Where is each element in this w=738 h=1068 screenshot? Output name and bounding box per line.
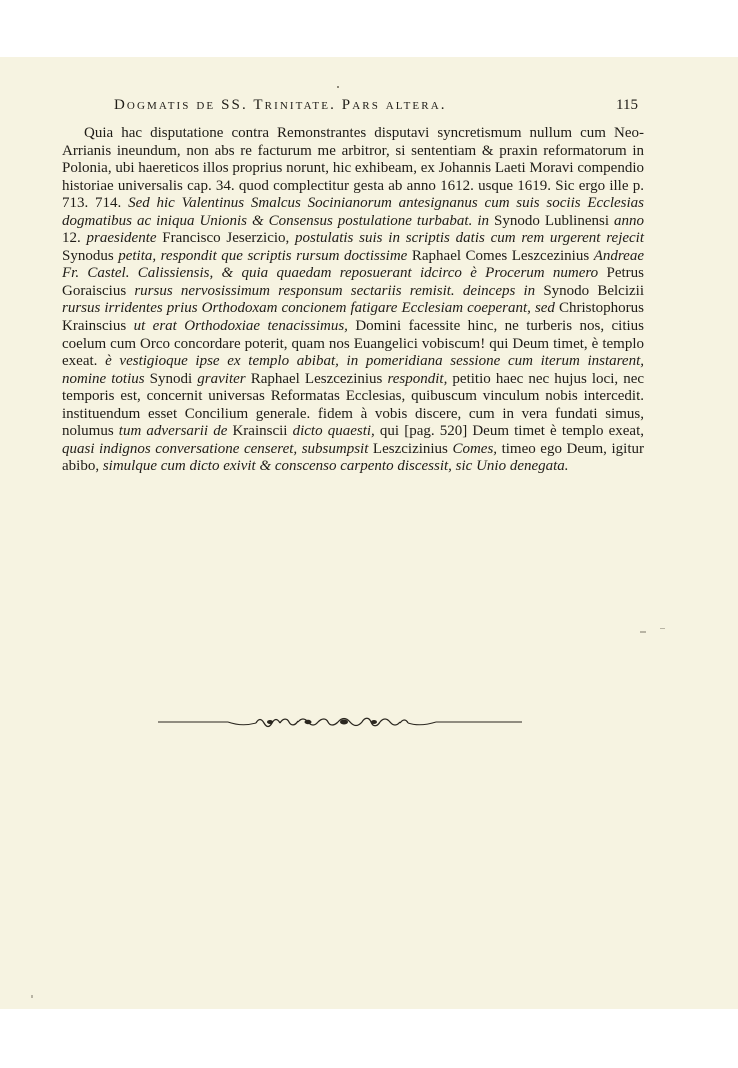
roman-run: Raphael Comes Leszcezinius: [407, 247, 594, 264]
roman-run: Christophorus Krainscius: [62, 300, 644, 335]
italic-run: è vestigioque ipse ex templo abibat, in pomeridiana sessione cum iterum instarent, nomine totius: [62, 353, 644, 387]
italic-run: postulatis suis in scriptis datis cum rem urgerent rejecit: [295, 230, 645, 247]
roman-run: Synodi: [144, 370, 198, 387]
italic-run: anno: [613, 212, 644, 229]
roman-run: Francisco Jeserzicio,: [156, 230, 296, 247]
italic-run: respondit,: [387, 370, 448, 387]
roman-run: Raphael Leszcezinius: [245, 370, 388, 387]
italic-run: Andreae Fr. Castel. Calissiensis, & quia quaedam reposuerant idcirco è Procerum numero: [62, 247, 644, 282]
roman-run: Synodo Belcizii: [535, 282, 644, 299]
roman-run: 12.: [62, 230, 87, 247]
roman-run: petitio haec nec hujus loci, nec temporis est, concernit universas Reformatas Ecclesias, quibuscum vinculum nobis intercedit. instituendum esset Concilium generale. fidem à vobis discere, cum in vera fundati simus, nolumus: [62, 370, 645, 440]
italic-run: Sed hic Valentinus Smalcus Socinianorum antesignanus cum suis sociis Ecclesias dogmatibus ac iniqua Unionis & Consensus postulatione turbabat. in: [62, 195, 645, 229]
header-dot: [337, 86, 339, 88]
roman-run: Domini facessite hinc, ne turberis nos, citius coelum cum Orco concordare poterit, quam nos Euangelici vobiscum! qui Deum timet, è templo exeat.: [62, 318, 644, 370]
italic-run: rursus nervosissimum responsum sectariis remisit. deinceps in: [134, 282, 536, 299]
roman-run: Leszcizinius: [368, 440, 453, 457]
paper-speck: [640, 631, 646, 633]
body-text: [62, 125, 644, 476]
italic-run: praesidente: [86, 230, 157, 247]
italic-run: graviter: [197, 370, 246, 387]
italic-run: quasi indignos conversatione censeret, subsumpsit: [62, 440, 369, 457]
italic-run: rursus irridentes prius Orthodoxam concionem fatigare Ecclesiam coeperant, sed: [62, 300, 555, 317]
paper-speck: [660, 628, 665, 629]
paper-speck: [31, 995, 33, 998]
italic-run: ut erat Orthodoxiae tenacissimus,: [133, 318, 348, 335]
roman-run: timeo ego Deum, igitur abibo,: [62, 440, 644, 475]
italic-run: dicto quaesti,: [292, 423, 375, 440]
italic-run: simulque cum dicto exivit & conscenso carpento discessit, sic Unio denegata.: [102, 458, 569, 475]
roman-run: Synodus: [62, 247, 119, 264]
roman-run: Krainscii: [227, 423, 293, 440]
roman-run: qui [pag. 520] Deum timet è templo exeat,: [374, 423, 645, 440]
roman-run: Synodo Lublinensi: [489, 212, 614, 229]
page-header: [0, 97, 738, 119]
page-number: 115: [616, 97, 638, 113]
roman-run: Petrus Goraiscius: [62, 265, 644, 299]
running-head: Dogmatis de SS. Trinitate. Pars altera.: [114, 97, 447, 113]
roman-run: Quia hac disputatione contra Remonstrantes disputavi syncretismum nullum cum Neo-Arrianis ineundum, non abs re facturum me arbitror, si sententiam & praxin reformatorum in Polonia, ubi haereticos illos proprius norunt, hic exhibeam, ex Johannis Laeti Moravi compendio historiae universalis cap. 34. quod complectitur gesta ab anno 1612. usque 1619. Sic ergo ille p. 713. 714.: [62, 125, 644, 212]
body-paragraph: [62, 125, 644, 476]
italic-run: tum adversarii de: [118, 423, 228, 440]
italic-run: Comes,: [452, 440, 498, 457]
decorative-rule-icon: [158, 714, 522, 730]
book-page: [0, 57, 738, 1009]
italic-run: petita, respondit que scriptis rursum doctissime: [118, 247, 408, 264]
